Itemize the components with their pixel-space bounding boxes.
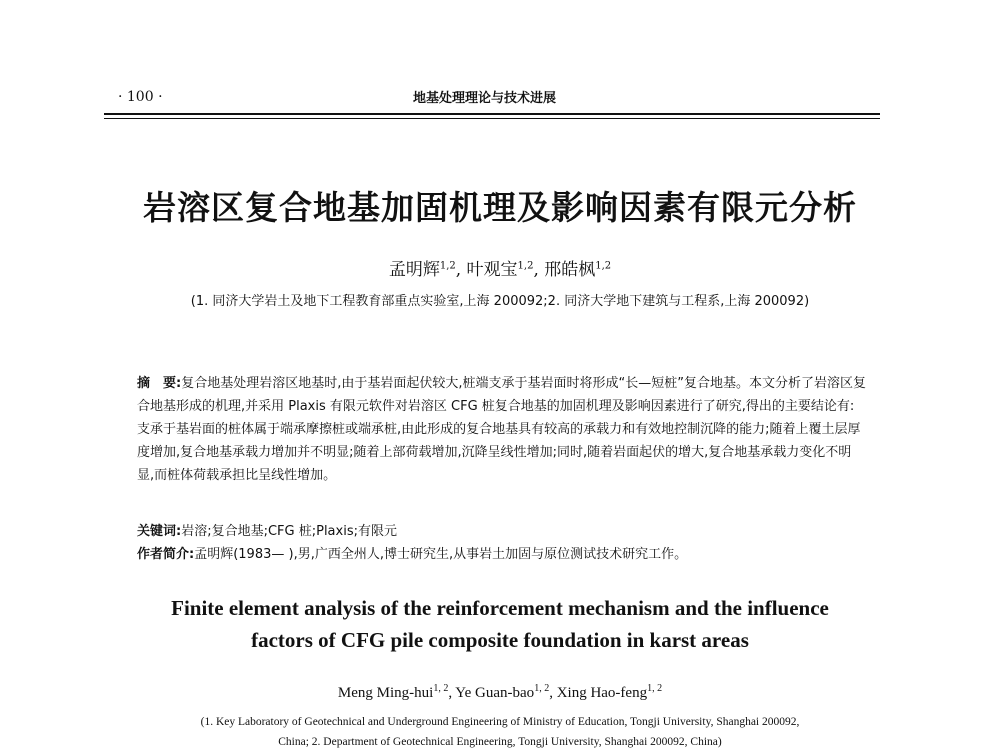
paper-title-en-line: Finite element analysis of the reinforcement mechanism and the influence — [171, 596, 829, 620]
author-name: 叶观宝 — [466, 260, 518, 280]
author-affil-sup: 1, 2 — [433, 683, 449, 694]
authors-en: Meng Ming-hui$^{1, 2}$, Ye Guan-bao$^{1, 2}$, Xing Hao-feng$^{1, 2}$ — [337, 683, 663, 701]
authors-cn: 孟明辉$^{1,2}$, 叶观宝$^{1,2}$, 邢皓枫$^{1,2}$ — [388, 260, 612, 280]
keywords-text: 岩溶;复合地基;CFG 桩;Plaxis;有限元 — [181, 524, 397, 539]
affiliation-en-line: (1. Key Laboratory of Geotechnical and Underground Engineering of Ministry of Education, Tongji University, Shanghai 200092, — [200, 716, 800, 728]
keywords-label: 关键词: — [137, 524, 182, 539]
author-affil-sup: 1, 2 — [647, 683, 663, 694]
author-affil-sup: 1,2 — [595, 260, 612, 272]
author-bio-text: 孟明辉(1983— ),男,广西全州人,博士研究生,从事岩土加固与原位测试技术研究工作。 — [194, 547, 688, 562]
affiliation-cn: (1. 同济大学岩土及地下工程教育部重点实验室,上海 200092;2. 同济大学地下建筑与工程系,上海 200092) — [190, 294, 810, 309]
header-rule-thin — [104, 118, 880, 119]
author-name: 孟明辉 — [388, 260, 440, 280]
author-bio — [137, 543, 687, 562]
abstract-text: 复合地基处理岩溶区地基时,由于基岩面起伏较大,桩端支承于基岩面时将形成“长—短桩”复合地基。本文分析了岩溶区复合地基形成的机理,并采用 Plaxis 有限元软件对岩溶区 CFG 桩复合地基的加固机理及影响因素进行了研究,得出的主要结论有:支承于基岩面的桩体属于端承摩擦桩或端承桩,由此形成的复合地基具有较高的承载力和有效地控制沉降的能力;随着上覆土层厚度增加,复合地基承载力增加并不明显;随着上部荷载增加,沉降呈线性增加;同时,随着岩面起伏的增大,复合地基承载力变化不明显,而桩体荷载承担比呈线性增加。 — [137, 376, 866, 483]
affiliation-en-line: China; 2. Department of Geotechnical Engineering, Tongji University, Shanghai 200092, China) — [278, 736, 722, 748]
abstract-label: 摘 要: — [137, 376, 182, 391]
author-bio-label: 作者简介: — [137, 547, 195, 562]
author-affil-sup: 1, 2 — [534, 683, 550, 694]
paper-title-en — [0, 592, 1000, 656]
keywords-cn — [137, 520, 397, 539]
author-name: 邢皓枫 — [544, 260, 596, 280]
page-number: · 100 · — [118, 89, 163, 105]
header-rule-thick — [104, 113, 880, 115]
paper-title-en-line: factors of CFG pile composite foundation in karst areas — [251, 628, 749, 652]
paper-title-cn: 岩溶区复合地基加固机理及影响因素有限元分析 — [143, 188, 857, 227]
author-affil-sup: 1,2 — [439, 260, 456, 272]
author-affil-sup: 1,2 — [517, 260, 534, 272]
author-name: Meng Ming-hui — [337, 685, 434, 701]
affiliation-en — [0, 712, 1000, 752]
author-name: Xing Hao-feng — [556, 685, 648, 701]
abstract-cn — [137, 372, 867, 487]
journal-running-title: 地基处理理论与技术进展 — [413, 91, 557, 106]
author-name: Ye Guan-bao — [455, 685, 535, 701]
